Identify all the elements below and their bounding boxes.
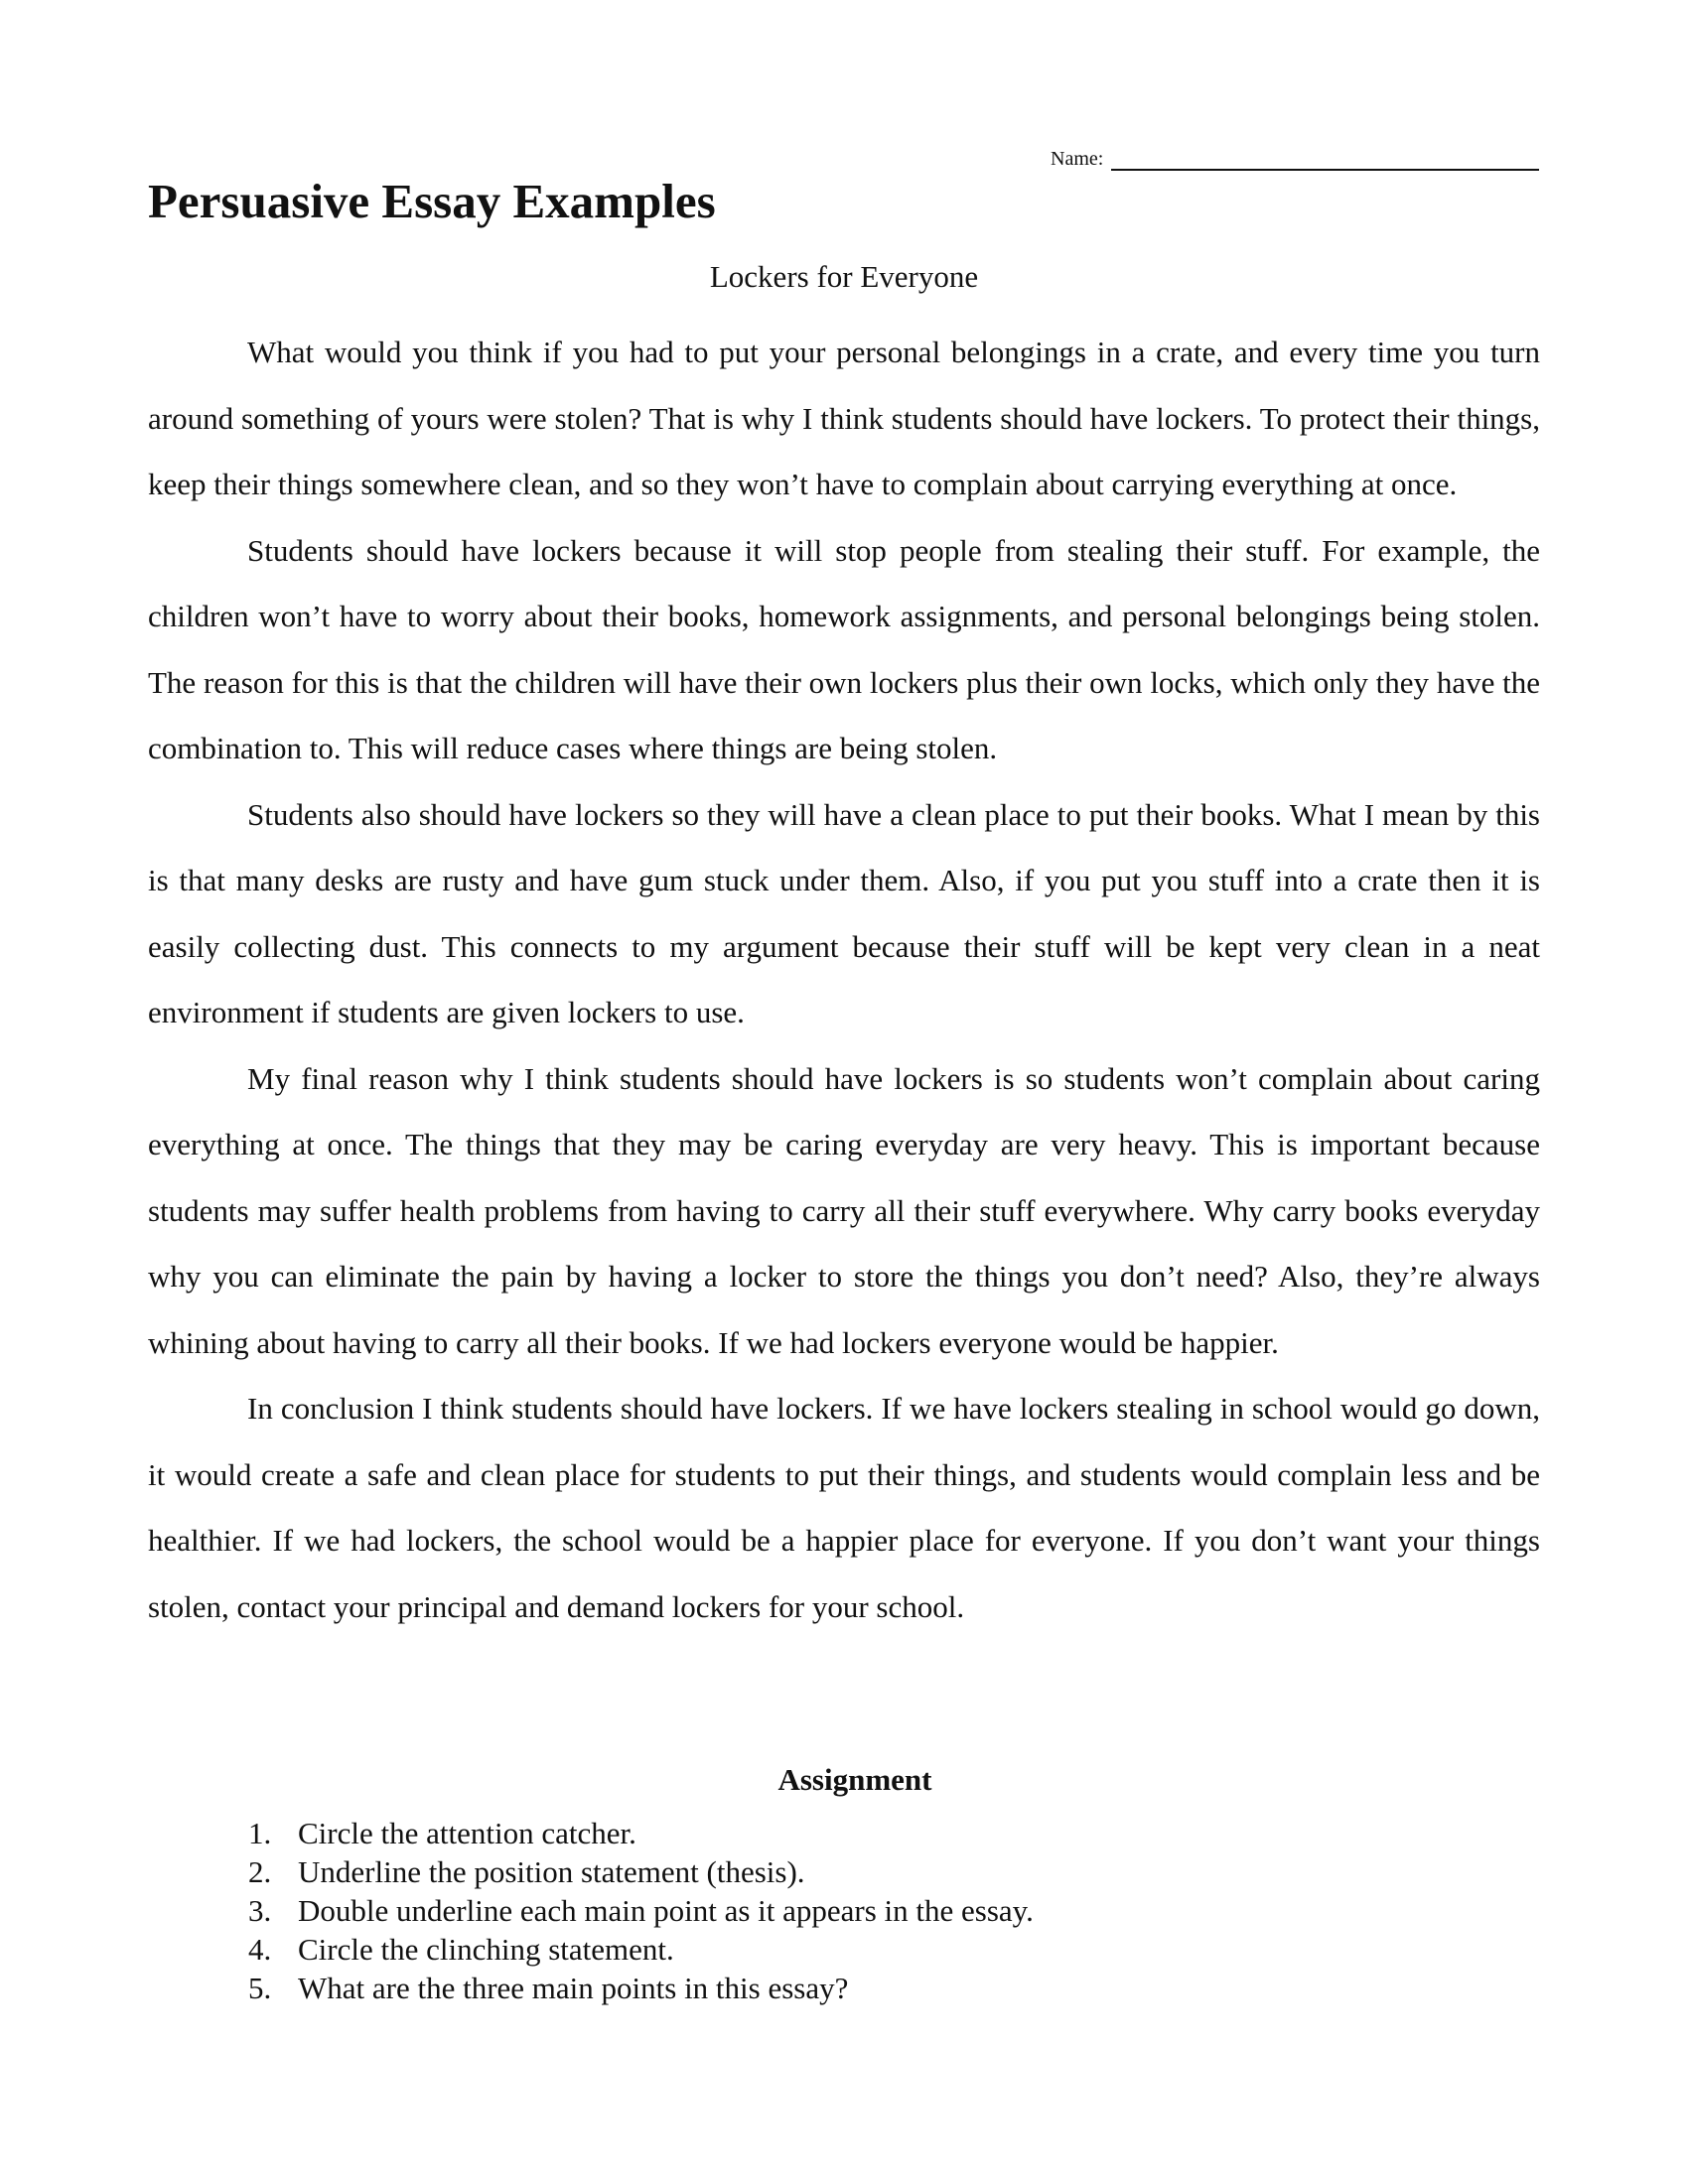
list-item <box>248 1969 1034 2007</box>
list-item-number: 1. <box>248 1816 272 1850</box>
name-field[interactable] <box>1051 147 1539 171</box>
list-item <box>248 1852 1034 1891</box>
essay-paragraph: My final reason why I think students should have lockers is so students won’t complain about caring everything at once. The things that they may be caring everyday are very heavy. This is important because students may suffer health problems from having to carry all their stuff everywhere. Why carry books everyday why you can eliminate the pain by having a locker to store the things you don’t need? Also, they’re always whining about having to carry all their books. If we had lockers everyone would be happier. <box>148 1060 1540 1360</box>
list-item <box>248 1814 1034 1852</box>
list-item-text: Double underline each main point as it appears in the essay. <box>298 1893 1034 1928</box>
name-blank-line[interactable] <box>1111 149 1539 171</box>
page-title: Persuasive Essay Examples <box>148 174 716 228</box>
assignment-list <box>248 1814 1034 2007</box>
list-item-text: What are the three main points in this essay? <box>298 1971 849 2005</box>
assignment-heading: Assignment <box>777 1762 932 1797</box>
list-item-number: 5. <box>248 1971 272 2005</box>
name-label: Name: <box>1051 148 1104 170</box>
list-item-number: 3. <box>248 1893 272 1928</box>
essay-paragraph: Students also should have lockers so they will have a clean place to put their books. What I mean by this is that many desks are rusty and have gum stuck under them. Also, if you put you stuff into a crate then it is easily collecting dust. This connects to my argument because their stuff will be kept very clean in a neat environment if students are given lockers to use. <box>148 796 1540 1029</box>
essay-body <box>148 320 1540 1640</box>
essay-paragraph: What would you think if you had to put your personal belongings in a crate, and every time you turn around something of yours were stolen? That is why I think students should have lockers. To protect their things, keep their things somewhere clean, and so they won’t have to complain about carrying everything at once. <box>148 335 1540 501</box>
essay-title: Lockers for Everyone <box>709 259 979 294</box>
essay-paragraph: In conclusion I think students should have lockers. If we have lockers stealing in school would go down, it would create a safe and clean place for students to put their things, and students would complain less and be healthier. If we had lockers, the school would be a happier place for everyone. If you don’t want your things stolen, contact your principal and demand lockers for your school. <box>148 1391 1540 1624</box>
essay-paragraph: Students should have lockers because it will stop people from stealing their stuff. For example, the children won’t have to worry about their books, homework assignments, and personal belongings being stolen. The reason for this is that the children will have their own lockers plus their own locks, which only they have the combination to. This will reduce cases where things are being stolen. <box>148 532 1540 765</box>
list-item <box>248 1891 1034 1930</box>
list-item-number: 4. <box>248 1932 272 1967</box>
list-item-text: Circle the clinching statement. <box>298 1932 674 1967</box>
list-item-text: Underline the position statement (thesis). <box>298 1854 805 1889</box>
list-item-number: 2. <box>248 1854 272 1889</box>
list-item-text: Circle the attention catcher. <box>298 1816 636 1850</box>
list-item <box>248 1930 1034 1969</box>
